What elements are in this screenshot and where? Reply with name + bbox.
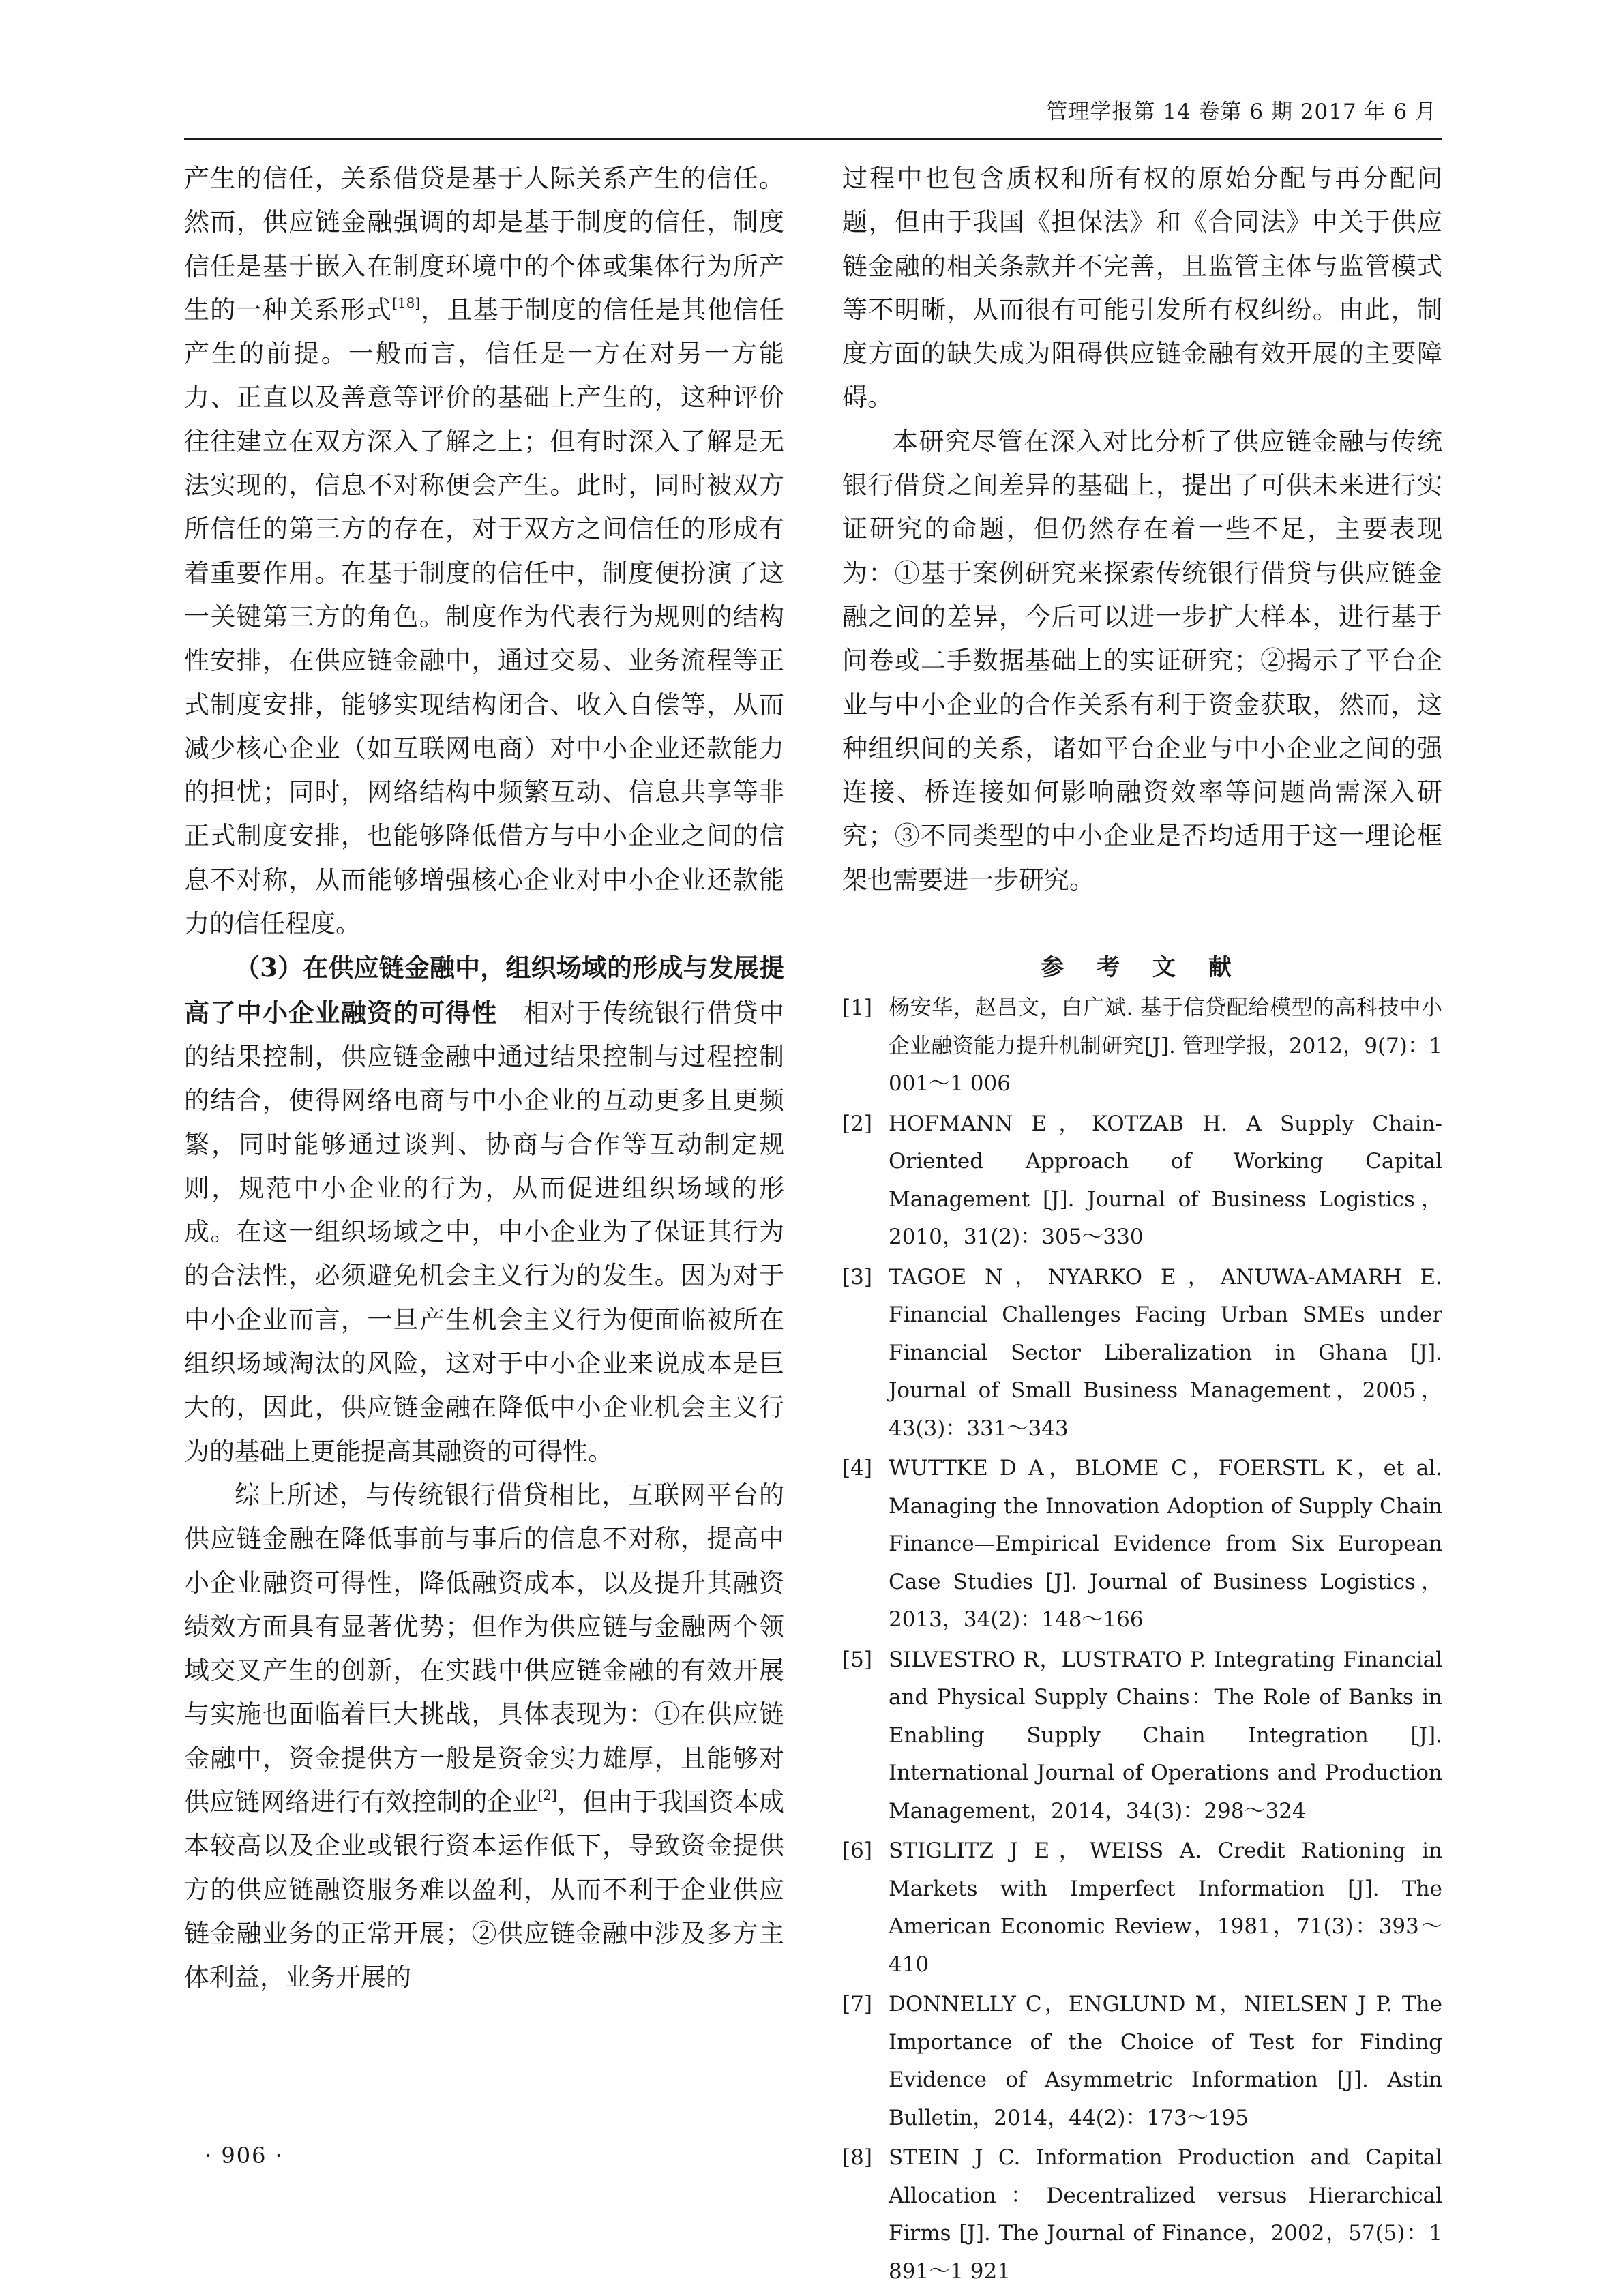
body-paragraph: 过程中也包含质权和所有权的原始分配与再分配问题，但由于我国《担保法》和《合同法》中关于供应链金融的相关条款并不完善，且监管主体与监管模式等不明晰，从而很有可能引发所有权纠纷。由此，制度方面的缺失成为阻碍供应链金融有效开展的主要障碍。 xyxy=(842,164,1442,413)
reference-number: [5] xyxy=(842,1647,872,1672)
reference-item xyxy=(842,989,1442,1103)
reference-item xyxy=(842,2139,1442,2291)
body-paragraph xyxy=(184,946,784,1474)
references-heading: 参 考 文 献 xyxy=(1041,954,1244,982)
paragraph-text: 综上所述，与传统银行借贷相比，互联网平台的供应链金融在降低事前与事后的信息不对称，提高中小企业融资可得性，降低融资成本，以及提升其融资绩效方面具有显著优势；但作为供应链与金融两个领域交叉产生的创新，在实践中供应链金融的有效开展与实施也面临着巨大挑战，具体表现为：①在供应链金融中，资金提供方一般是资金实力雄厚，且能够对供应链网络进行有效控制的企业 xyxy=(184,1480,784,1817)
paragraph-text: 相对于传统银行借贷中的结果控制，供应链金融中通过结果控制与过程控制的结合，使得网络电商与中小企业的互动更多且更频繁，同时能够通过谈判、协商与合作等互动制定规则，规范中小企业的行为，从而促进组织场域的形成。在这一组织场域之中，中小企业为了保证其行为的合法性，必须避免机会主义行为的发生。因为对于中小企业而言，一旦产生机会主义行为便面临被所在组织场域淘汰的风险，这对于中小企业来说成本是巨大的，因此，供应链金融在降低中小企业机会主义行为的基础上更能提高其融资的可得性。 xyxy=(184,998,785,1466)
paragraph-text: ，但由于我国资本成本较高以及企业或银行资本运作低下，导致资金提供方的供应链融资服务难以盈利，从而不利于企业供应链金融业务的正常开展；②供应链金融中涉及多方主体利益，业务开展的 xyxy=(184,1787,785,1993)
paragraph-text: ，且基于制度的信任是其他信任产生的前提。一般而言，信任是一方在对另一方能力、正直以及善意等评价的基础上产生的，这种评价往往建立在双方深入了解之上；但有时深入了解是无法实现的，信息不对称便会产生。此时，同时被双方所信任的第三方的存在，对于双方之间信任的形成有着重要作用。在基于制度的信任中，制度便扮演了这一关键第三方的角色。制度作为代表行为规则的结构性安排，在供应链金融中，通过交易、业务流程等正式制度安排，能够实现结构闭合、收入自偿等，从而减少核心企业（如互联网电商）对中小企业还款能力的担忧；同时，网络结构中频繁互动、信息共享等非正式制度安排，也能够降低借方与中小企业之间的信息不对称，从而能够增强核心企业对中小企业还款能力的信任程度。 xyxy=(184,295,785,939)
reference-item xyxy=(842,1450,1442,1639)
reference-item xyxy=(842,1105,1442,1257)
citation-marker: [18] xyxy=(392,294,421,311)
reference-list xyxy=(842,989,1442,2291)
reference-number: [2] xyxy=(842,1111,872,1136)
reference-number: [6] xyxy=(842,1838,872,1864)
reference-item xyxy=(842,1641,1442,1831)
page-number: · 906 · xyxy=(205,2143,284,2168)
reference-text: STIGLITZ J E，WEISS A. Credit Rationing in Markets with Imperfect Information [J]. The American Economic Review，1981，71(3)：393～410 xyxy=(889,1838,1442,1977)
reference-text: 杨安华，赵昌文，白广斌. 基于信贷配给模型的高科技中小企业融资能力提升机制研究[J]. 管理学报，2012，9(7)：1 001～1 006 xyxy=(889,996,1442,1097)
running-head-text: 管理学报第 14 卷第 6 期 2017 年 6 月 xyxy=(1046,100,1437,124)
reference-item xyxy=(842,1832,1442,1984)
right-column xyxy=(842,157,1442,2284)
reference-text: STEIN J C. Information Production and Capital Allocation：Decentralized versus Hierarchical Firms [J]. The Journal of Finance，2002，57(5)：1 891～1 921 xyxy=(889,2145,1442,2284)
body-paragraph: 本研究尽管在深入对比分析了供应链金融与传统银行借贷之间差异的基础上，提出了可供未来进行实证研究的命题，但仍然存在着一些不足，主要表现为：①基于案例研究来探索传统银行借贷与供应链金融之间的差异，今后可以进一步扩大样本，进行基于问卷或二手数据基础上的实证研究；②揭示了平台企业与中小企业的合作关系有利于资金获取，然而，这种组织间的关系，诸如平台企业与中小企业之间的强连接、桥连接如何影响融资效率等问题尚需深入研究；③不同类型的中小企业是否均适用于这一理论框架也需要进一步研究。 xyxy=(842,426,1442,895)
reference-number: [7] xyxy=(842,1992,872,2017)
citation-marker: [2] xyxy=(537,1786,557,1803)
reference-number: [3] xyxy=(842,1264,872,1289)
reference-text: DONNELLY C，ENGLUND M，NIELSEN J P. The Importance of the Choice of Test for Finding Evidence of Asymmetric Information [J]. Astin Bulletin，2014，44(2)：173～195 xyxy=(889,1992,1442,2130)
left-column xyxy=(184,157,784,2134)
running-head xyxy=(184,89,1442,140)
reference-text: SILVESTRO R，LUSTRATO P. Integrating Financial and Physical Supply Chains：The Role of Banks in Enabling Supply Chain Integration [J]. International Journal of Operations and Production Management，2014，34(3)：298～324 xyxy=(889,1647,1442,1823)
reference-number: [8] xyxy=(842,2145,872,2171)
reference-text: WUTTKE D A，BLOME C，FOERSTL K，et al. Managing the Innovation Adoption of Supply Chain Finance—Empirical Evidence from Six European Case Studies [J]. Journal of Business Logistics，2013，34(2)：148～166 xyxy=(889,1456,1442,1632)
section-heading: （3）在供应链金融中，组织场域的形成与发展提高了中小企业融资的可得性 xyxy=(184,953,784,1028)
body-paragraph xyxy=(184,1474,784,2000)
reference-item xyxy=(842,1259,1442,1448)
reference-number: [4] xyxy=(842,1456,872,1481)
paragraph-text: 产生的信任，关系借贷是基于人际关系产生的信任。然而，供应链金融强调的却是基于制度的信任，制度信任是基于嵌入在制度环境中的个体或集体行为所产生的一种关系形式 xyxy=(184,164,784,325)
reference-text: HOFMANN E，KOTZAB H. A Supply Chain-Oriented Approach of Working Capital Management [J]. Journal of Business Logistics，2010，31(2)：305～330 xyxy=(889,1111,1442,1250)
reference-item xyxy=(842,1986,1442,2137)
reference-text: TAGOE N，NYARKO E，ANUWA-AMARH E. Financial Challenges Facing Urban SMEs under Financial Sector Liberalization in Ghana [J]. Journal of Small Business Management，2005，43(3)：331～343 xyxy=(889,1264,1442,1441)
reference-number: [1] xyxy=(842,996,872,1021)
body-paragraph xyxy=(184,157,784,946)
